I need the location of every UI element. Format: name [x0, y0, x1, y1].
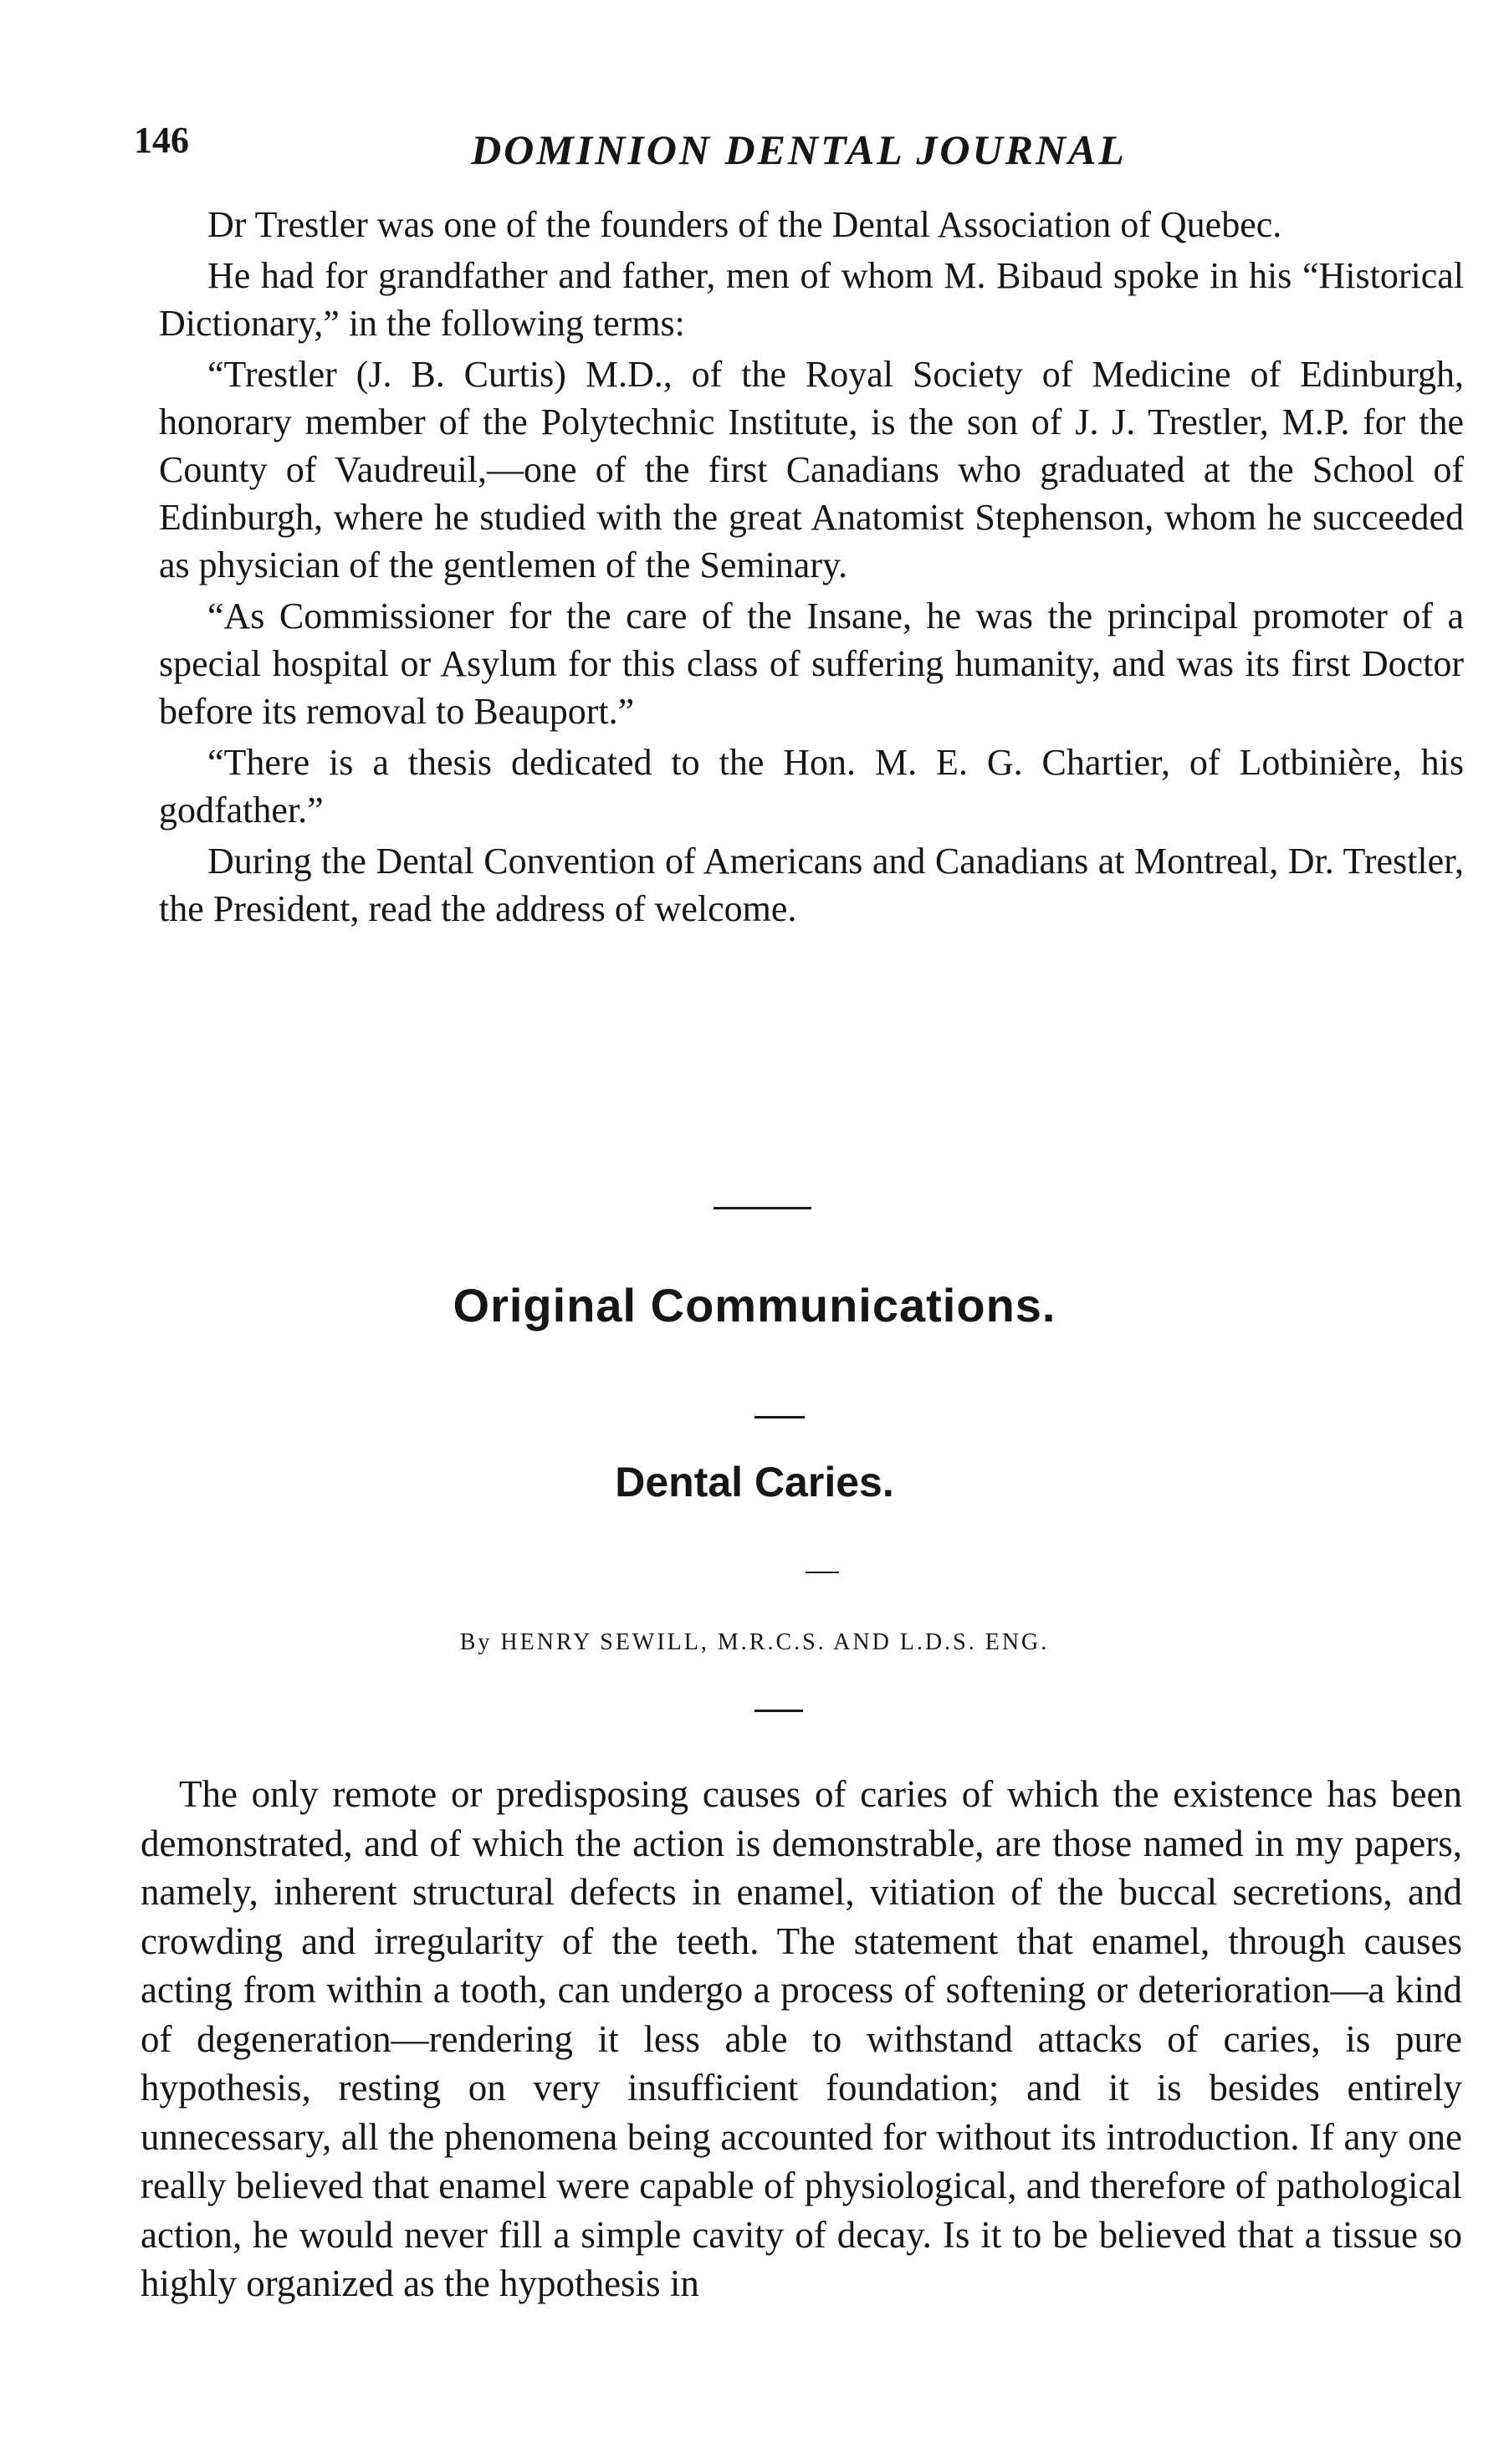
body-divider: [754, 1710, 803, 1712]
paragraph: “There is a thesis dedicated to the Hon. M. E. G. Chartier, of Lotbinière, his godfather.”: [159, 742, 1464, 831]
byline-divider: [806, 1572, 839, 1573]
article-body: [141, 1770, 1462, 2308]
page-number: 146: [134, 120, 189, 161]
section-title: Original Communications.: [453, 1279, 1056, 1332]
section-divider: [714, 1207, 811, 1209]
page-header: [134, 119, 1464, 194]
article-title: Dental Caries.: [615, 1459, 894, 1505]
paragraph: He had for grandfather and father, men of whom M. Bibaud spoke in his “Historical Dictionary,” in the following terms:: [159, 255, 1464, 344]
paragraph: During the Dental Convention of Americans and Canadians at Montreal, Dr. Trestler, the President, read the address of welcome.: [159, 841, 1464, 929]
paragraph: “Trestler (J. B. Curtis) M.D., of the Royal Society of Medicine of Edinburgh, honorary member of the Polytechnic Institute, is the son of J. J. Trestler, M.P. for the County of Vaudreuil,—one of the first Canadians who graduated at the School of Edinburgh, where he studied with the great Anatomist Stephenson, whom he succeeded as physician of the gentlemen of the Seminary.: [159, 354, 1464, 585]
prelude-text: [159, 201, 1464, 933]
running-head: DOMINION DENTAL JOURNAL: [471, 126, 1127, 173]
paragraph: The only remote or predisposing causes of caries of which the existence has been demonstrated, and of which the action is demonstrable, are those named in my papers, namely, inherent structural defects in enamel, vitiation of the buccal secretions, and crowding and irregularity of the teeth. The statement that enamel, through causes acting from within a tooth, can undergo a process of softening or deterioration—a kind of degeneration—rendering it less able to withstand attacks of caries, is pure hypothesis, resting on very insufficient foundation; and it is besides entirely unnecessary, all the phenomena being accounted for without its introduction. If any one really believed that enamel were capable of physiological, and therefore of pathological action, he would never fill a simple cavity of decay. Is it to be believed that a tissue so highly organized as the hypothesis in: [141, 1773, 1462, 2304]
paragraph: “As Commissioner for the care of the Insane, he was the principal promoter of a special hospital or Asylum for this class of suffering humanity, and was its first Doctor before its removal to Beauport.”: [159, 596, 1464, 732]
article-byline: By HENRY SEWILL, M.R.C.S. AND L.D.S. ENG.: [459, 1629, 1050, 1655]
paragraph: Dr Trestler was one of the founders of the Dental Association of Quebec.: [207, 204, 1282, 245]
title-divider: [754, 1416, 805, 1419]
